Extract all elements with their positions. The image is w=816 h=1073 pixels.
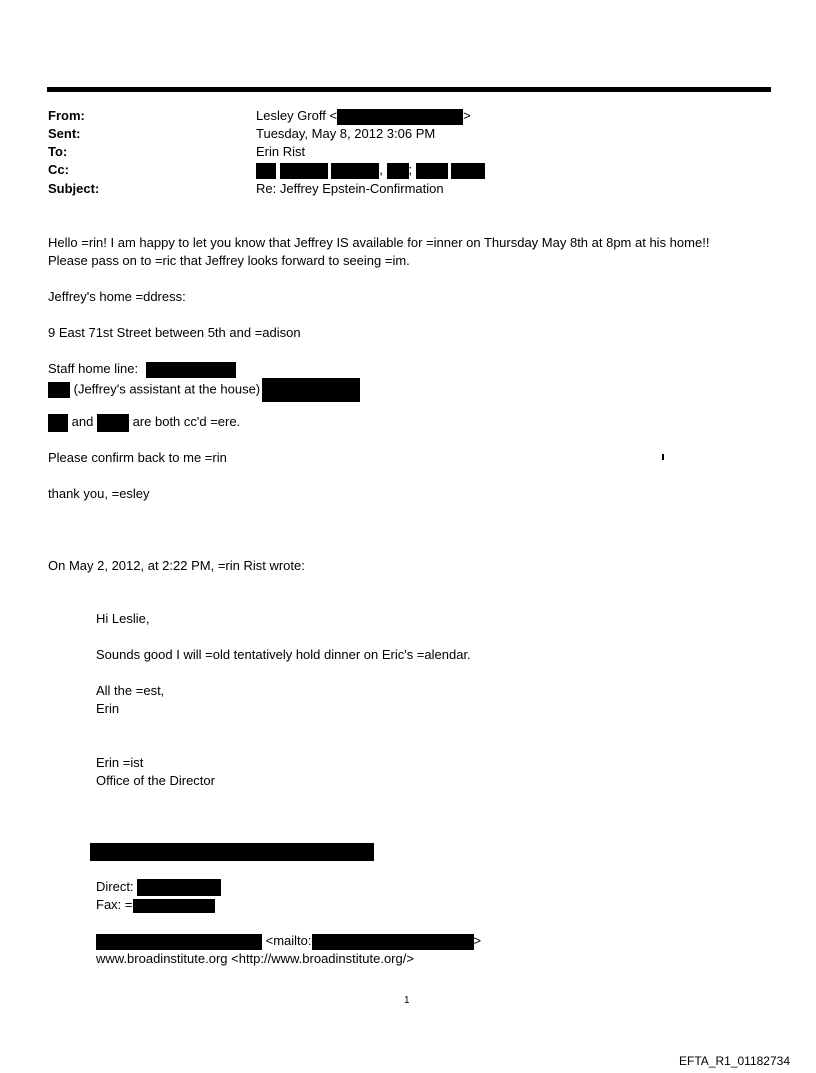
redaction-box bbox=[137, 879, 221, 896]
redaction-box bbox=[48, 414, 68, 432]
fax-row bbox=[96, 896, 215, 914]
body-line: Hello =rin! I am happy to let you know that Jeffrey IS available for =inner on Thursday May 8th at 8pm at his home!! bbox=[48, 235, 710, 250]
from-label: From: bbox=[48, 108, 85, 123]
mailto-open: <mailto: bbox=[265, 933, 312, 948]
sent-value: Tuesday, May 8, 2012 3:06 PM bbox=[256, 126, 436, 141]
quoted-closing: All the =est, bbox=[96, 683, 165, 698]
body-line: Jeffrey's home =ddress: bbox=[48, 289, 186, 304]
to-value: Erin Rist bbox=[256, 144, 306, 159]
to-label: To: bbox=[48, 144, 68, 159]
from-value bbox=[256, 107, 471, 125]
sign-off-line: thank you, =esley bbox=[48, 486, 150, 501]
signature-redaction-row bbox=[90, 842, 374, 861]
reply-attribution: On May 2, 2012, at 2:22 PM, =rin Rist wrote: bbox=[48, 558, 305, 573]
quoted-greeting: Hi Leslie, bbox=[96, 611, 150, 626]
stray-mark bbox=[662, 454, 664, 460]
fax-label: Fax: = bbox=[96, 897, 133, 912]
direct-label: Direct: bbox=[96, 879, 134, 894]
cc-note-row bbox=[48, 413, 240, 432]
from-close: > bbox=[463, 108, 471, 123]
cc-note-and: and bbox=[71, 414, 94, 429]
redaction-box bbox=[97, 414, 129, 432]
redaction-box bbox=[48, 382, 70, 398]
staff-line-row bbox=[48, 360, 236, 378]
redaction-box bbox=[451, 163, 485, 179]
redaction-box bbox=[416, 163, 448, 179]
email-row bbox=[96, 932, 481, 950]
cc-separator: , bbox=[379, 162, 383, 177]
redaction-box bbox=[256, 163, 276, 179]
from-name: Lesley Groff < bbox=[256, 108, 338, 123]
assistant-row bbox=[48, 378, 360, 402]
sent-label: Sent: bbox=[48, 126, 81, 141]
cc-separator: ; bbox=[408, 162, 413, 177]
cc-note-here: are both cc'd =ere. bbox=[132, 414, 241, 429]
redaction-box bbox=[337, 109, 463, 125]
quoted-closing-name: Erin bbox=[96, 701, 120, 716]
direct-row bbox=[96, 878, 221, 896]
subject-label: Subject: bbox=[48, 181, 100, 196]
redaction-box bbox=[90, 843, 374, 861]
redaction-box bbox=[280, 163, 328, 179]
address-line: 9 East 71st Street between 5th and =adison bbox=[48, 325, 301, 340]
cc-value bbox=[256, 161, 485, 179]
body-line: Please pass on to =ric that Jeffrey looks forward to seeing =im. bbox=[48, 253, 410, 268]
mailto-close: > bbox=[473, 933, 482, 948]
redaction-box bbox=[262, 378, 360, 402]
document-id: EFTA_R1_01182734 bbox=[679, 1054, 790, 1068]
redaction-box bbox=[312, 934, 474, 950]
page-number: 1 bbox=[404, 995, 410, 1006]
body-line: Please confirm back to me =rin bbox=[48, 450, 227, 465]
header-rule bbox=[47, 87, 771, 92]
assistant-text: (Jeffrey's assistant at the house) bbox=[73, 381, 261, 397]
staff-line-label: Staff home line: bbox=[48, 361, 139, 376]
redaction-box bbox=[331, 163, 379, 179]
signature-title: Office of the Director bbox=[96, 773, 215, 788]
signature-name: Erin =ist bbox=[96, 755, 144, 770]
redaction-box bbox=[146, 362, 236, 378]
quoted-line: Sounds good I will =old tentatively hold dinner on Eric's =alendar. bbox=[96, 647, 471, 662]
redaction-box bbox=[133, 899, 215, 913]
redaction-box bbox=[96, 934, 262, 950]
subject-value: Re: Jeffrey Epstein-Confirmation bbox=[256, 181, 444, 196]
redaction-box bbox=[387, 163, 409, 179]
website-link[interactable]: www.broadinstitute.org <http://www.broadinstitute.org/> bbox=[96, 951, 414, 966]
cc-label: Cc: bbox=[48, 162, 69, 177]
